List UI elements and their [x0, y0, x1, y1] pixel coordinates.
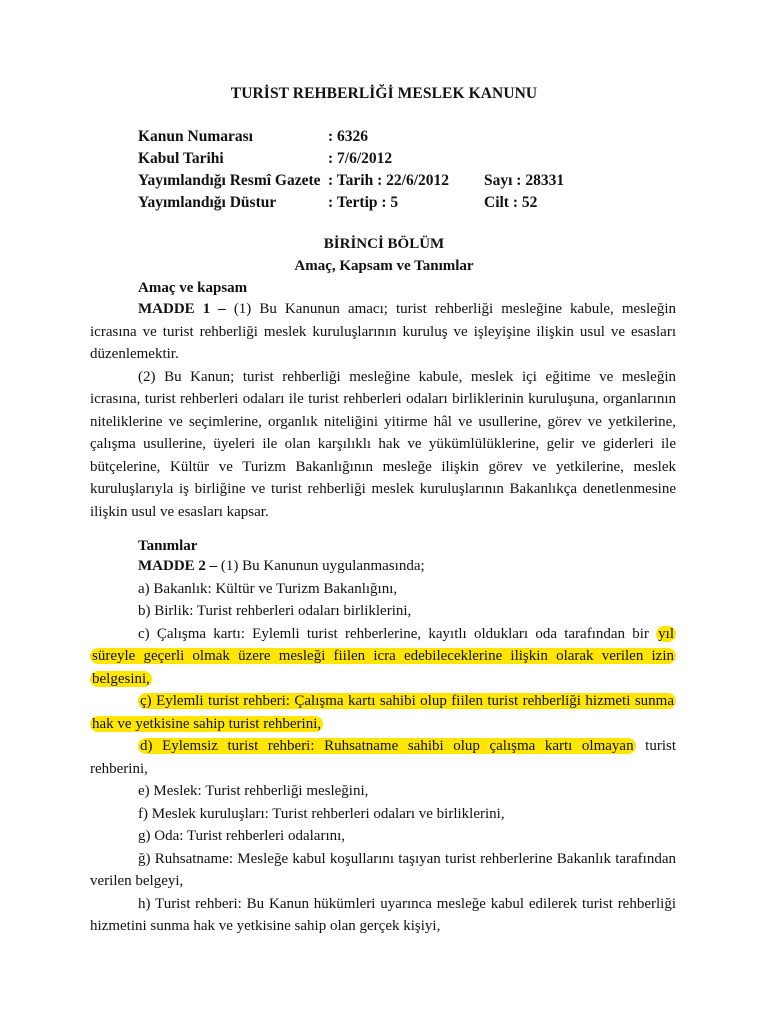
heading-purpose-scope: Amaç ve kapsam: [138, 280, 248, 296]
definition-d: [90, 735, 676, 780]
meta-value: : Tertip : 5: [328, 194, 399, 211]
article-2-intro-text: (1) Bu Kanunun uygulanmasında;: [217, 558, 425, 574]
definition-b: b) Birlik: Turist rehberleri odaları birliklerini,: [138, 603, 412, 619]
article-2: [90, 555, 676, 938]
definition-d-text: turist rehberini,: [90, 738, 676, 777]
meta-label: Yayımlandığı Düstur: [138, 194, 277, 211]
section-title: BİRİNCİ BÖLÜM: [323, 236, 445, 252]
article-1-p1-text: (1) Bu Kanunun amacı; turist rehberliği mesleğine kabule, mesleğin icrasına ve turist rehberliği meslek kuruluşlarının kuruluş ve işleyişine ilişkin usul ve esasları düzenlemektir.: [90, 301, 676, 362]
section-subtitle: Amaç, Kapsam ve Tanımlar: [294, 258, 474, 274]
article-2-label: MADDE 2 –: [138, 558, 218, 574]
meta-extra: Cilt : 52: [484, 194, 538, 211]
article-1: [90, 298, 676, 523]
definition-c-cedilla: [90, 690, 676, 735]
meta-extra: Sayı : 28331: [484, 172, 565, 189]
definition-g-breve: ğ) Ruhsatname: Mesleğe kabul koşullarını taşıyan turist rehberlerine Bakanlık tarafından verilen belgeyi,: [90, 850, 676, 889]
highlighted-text: ç) Eylemli turist rehberi: Çalışma kartı sahibi olup fiilen turist rehberliği hizmeti sunma hak ve yetkisine sahip turist rehberini,: [92, 693, 674, 732]
meta-label: Yayımlandığı Resmî Gazete: [138, 172, 321, 189]
article-1-label: MADDE 1 –: [138, 301, 226, 317]
article-1-paragraph-2: (2) Bu Kanun; turist rehberliği mesleğine kabule, meslek içi eğitime ve mesleğin icrasına, turist rehberleri odaları ile turist rehberleri odaları birliklerinin kuruluşuna, organlarının niteliklerine ve seçimlerine, organlık niteliğini yitirme hâl ve usullerine, görev ve yetkilerine, çalışma usullerine, üyeleri ile olan karşılıklı hak ve yükümlülüklerine, gelir ve giderleri ile bütçelerine, Kültür ve Turizm Bakanlığının mesleğe ilişkin görev ve yetkilerine, meslek kuruluşlarıyla iş birliğine ve turist rehberliği meslek kuruluşlarının Bakanlıkça denetlenmesine ilişkin usul ve esasları kapsar.: [90, 368, 676, 520]
meta-label: Kanun Numarası: [138, 128, 253, 145]
definition-c-text: c) Çalışma kartı: Eylemli turist rehberlerine, kayıtlı oldukları oda tarafından bir: [138, 625, 657, 642]
definition-c: [90, 623, 676, 691]
article-2-intro: [90, 555, 676, 578]
definition-a: a) Bakanlık: Kültür ve Turizm Bakanlığını,: [138, 580, 398, 597]
meta-value: : 7/6/2012: [328, 150, 393, 167]
definition-e: e) Meslek: Turist rehberliği mesleğini,: [138, 783, 369, 799]
highlighted-text: yıl süreyle geçerli olmak üzere mesleği fiilen icra edebileceklerine ilişkin olarak verilen izin belgesini,: [92, 625, 674, 687]
meta-value: : 6326: [328, 128, 369, 145]
definition-f: f) Meslek kuruluşları: Turist rehberleri odaları ve birliklerini,: [138, 805, 505, 822]
meta-value: : Tarih : 22/6/2012: [328, 172, 450, 189]
highlighted-text: d) Eylemsiz turist rehberi: Ruhsatname sahibi olup çalışma kartı olmayan: [140, 738, 634, 754]
definition-h: h) Turist rehberi: Bu Kanun hükümleri uyarınca mesleğe kabul edilerek turist rehberliği hizmetini sunma hak ve yetkisine sahip olan gerçek kişiyi,: [90, 895, 676, 934]
definition-g: g) Oda: Turist rehberleri odalarını,: [138, 828, 346, 844]
law-title: TURİST REHBERLİĞİ MESLEK KANUNU: [230, 85, 538, 102]
heading-definitions: Tanımlar: [138, 538, 198, 554]
meta-label: Kabul Tarihi: [138, 150, 224, 167]
article-1-paragraph-1: [90, 298, 676, 366]
